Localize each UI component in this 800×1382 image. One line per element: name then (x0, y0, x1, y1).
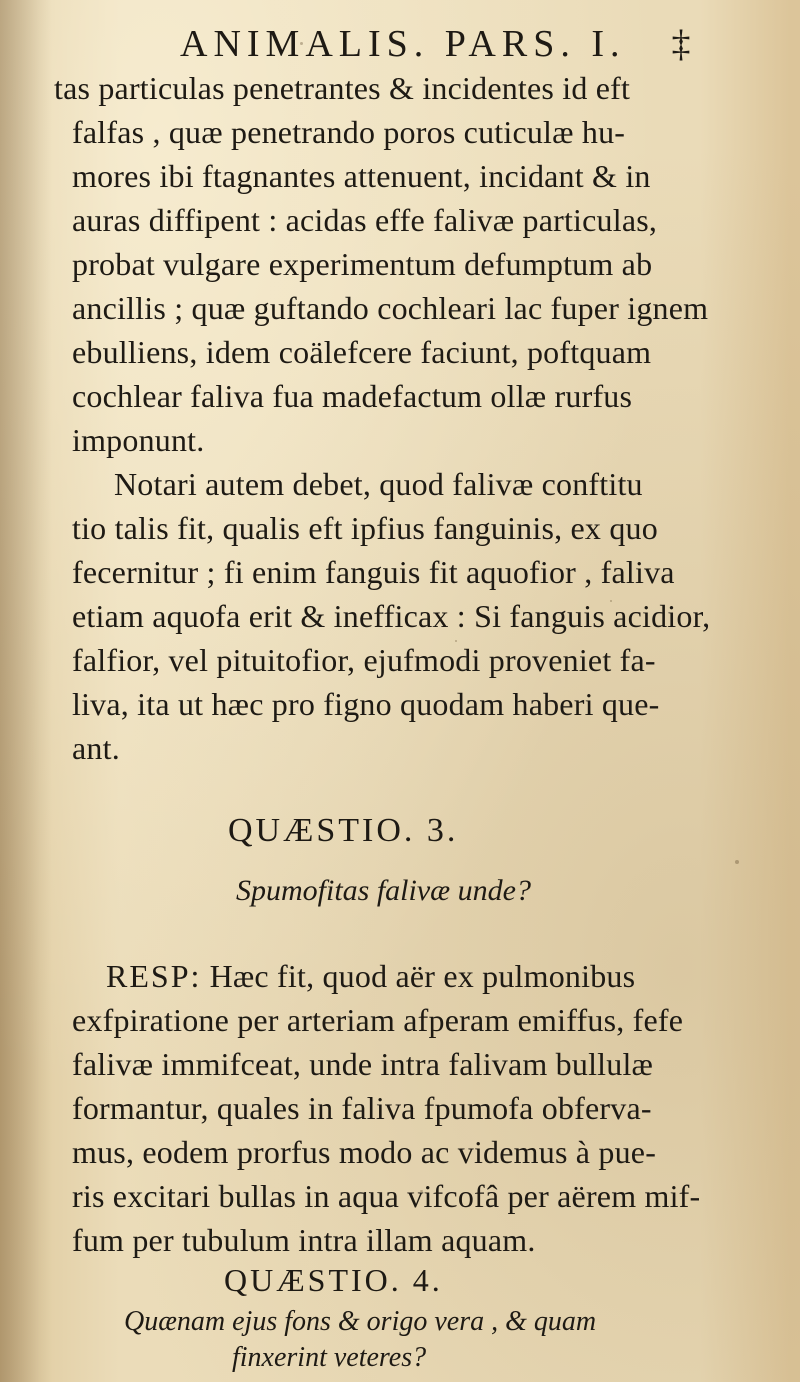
text-line: ant. (72, 730, 120, 766)
text-line: ebulliens, idem coälefcere faciunt, poftquam (72, 334, 652, 370)
text-line: tas particulas penetrantes & incidentes id eft (54, 70, 631, 106)
text-line: ris excitari bullas in aqua vifcofâ per aërem mif- (72, 1178, 701, 1214)
text-line: Notari autem debet, quod falivæ conftitu (114, 466, 643, 502)
running-title: ANIMALIS. PARS. I. (180, 23, 626, 65)
running-header (180, 22, 691, 66)
text-line: liva, ita ut hæc pro figno quodam haberi que- (72, 686, 660, 722)
response-text (110, 1352, 133, 1353)
text-line: falfas , quæ penetrando poros cuticulæ hu- (72, 114, 626, 150)
text-line: cochlear faliva fua madefactum ollæ rurfus (72, 378, 633, 414)
paper-speck (735, 860, 739, 864)
text-line: formantur, quales in faliva fpumofa obferva- (72, 1090, 652, 1126)
text-line (106, 960, 635, 992)
text-line: mores ibi ftagnantes attenuent, incidant & in (72, 158, 651, 194)
text-line: exfpiratione per arteriam afperam emiffus, fefe (72, 1002, 684, 1038)
text-line: mus, eodem prorfus modo ac videmus à pue- (72, 1134, 657, 1170)
binding-gutter (0, 0, 52, 1382)
text-line: tio talis fit, qualis eft ipfius fanguinis, ex quo (72, 510, 658, 546)
text-line: imponunt. (72, 422, 205, 458)
text-line: etiam aquofa erit & inefficax : Si fanguis acidior, (72, 598, 711, 634)
signature-mark: ‡ (671, 23, 691, 65)
question-3-heading: QUÆSTIO. 3. (228, 812, 459, 849)
text-line: fum per tubulum intra illam aquam. (72, 1222, 536, 1258)
response-lead: RESP: (106, 958, 202, 994)
question-4-subheading-line-1: Quænam ejus fons & origo vera , & quam (124, 1306, 597, 1337)
response-text: Hæc fit, quod aër ex pulmonibus (209, 958, 636, 994)
text-line: fecernitur ; fi enim fanguis fit aquofior , faliva (72, 554, 675, 590)
question-3-subheading: Spumofitas falivæ unde? (236, 874, 531, 907)
question-4-subheading-line-2: finxerint veteres? (232, 1342, 427, 1373)
text-line: falfior, vel pituitofior, ejufmodi proveniet fa- (72, 642, 656, 678)
text-line: probat vulgare experimentum defumptum ab (72, 246, 653, 282)
text-line: falivæ immifceat, unde intra falivam bullulæ (72, 1046, 654, 1082)
question-4-heading: QUÆSTIO. 4. (224, 1262, 443, 1298)
text-line: auras diffipent : acidas effe falivæ particulas, (72, 202, 658, 238)
text-line: ancillis ; quæ guftando cochleari lac fuper ignem (72, 290, 709, 326)
